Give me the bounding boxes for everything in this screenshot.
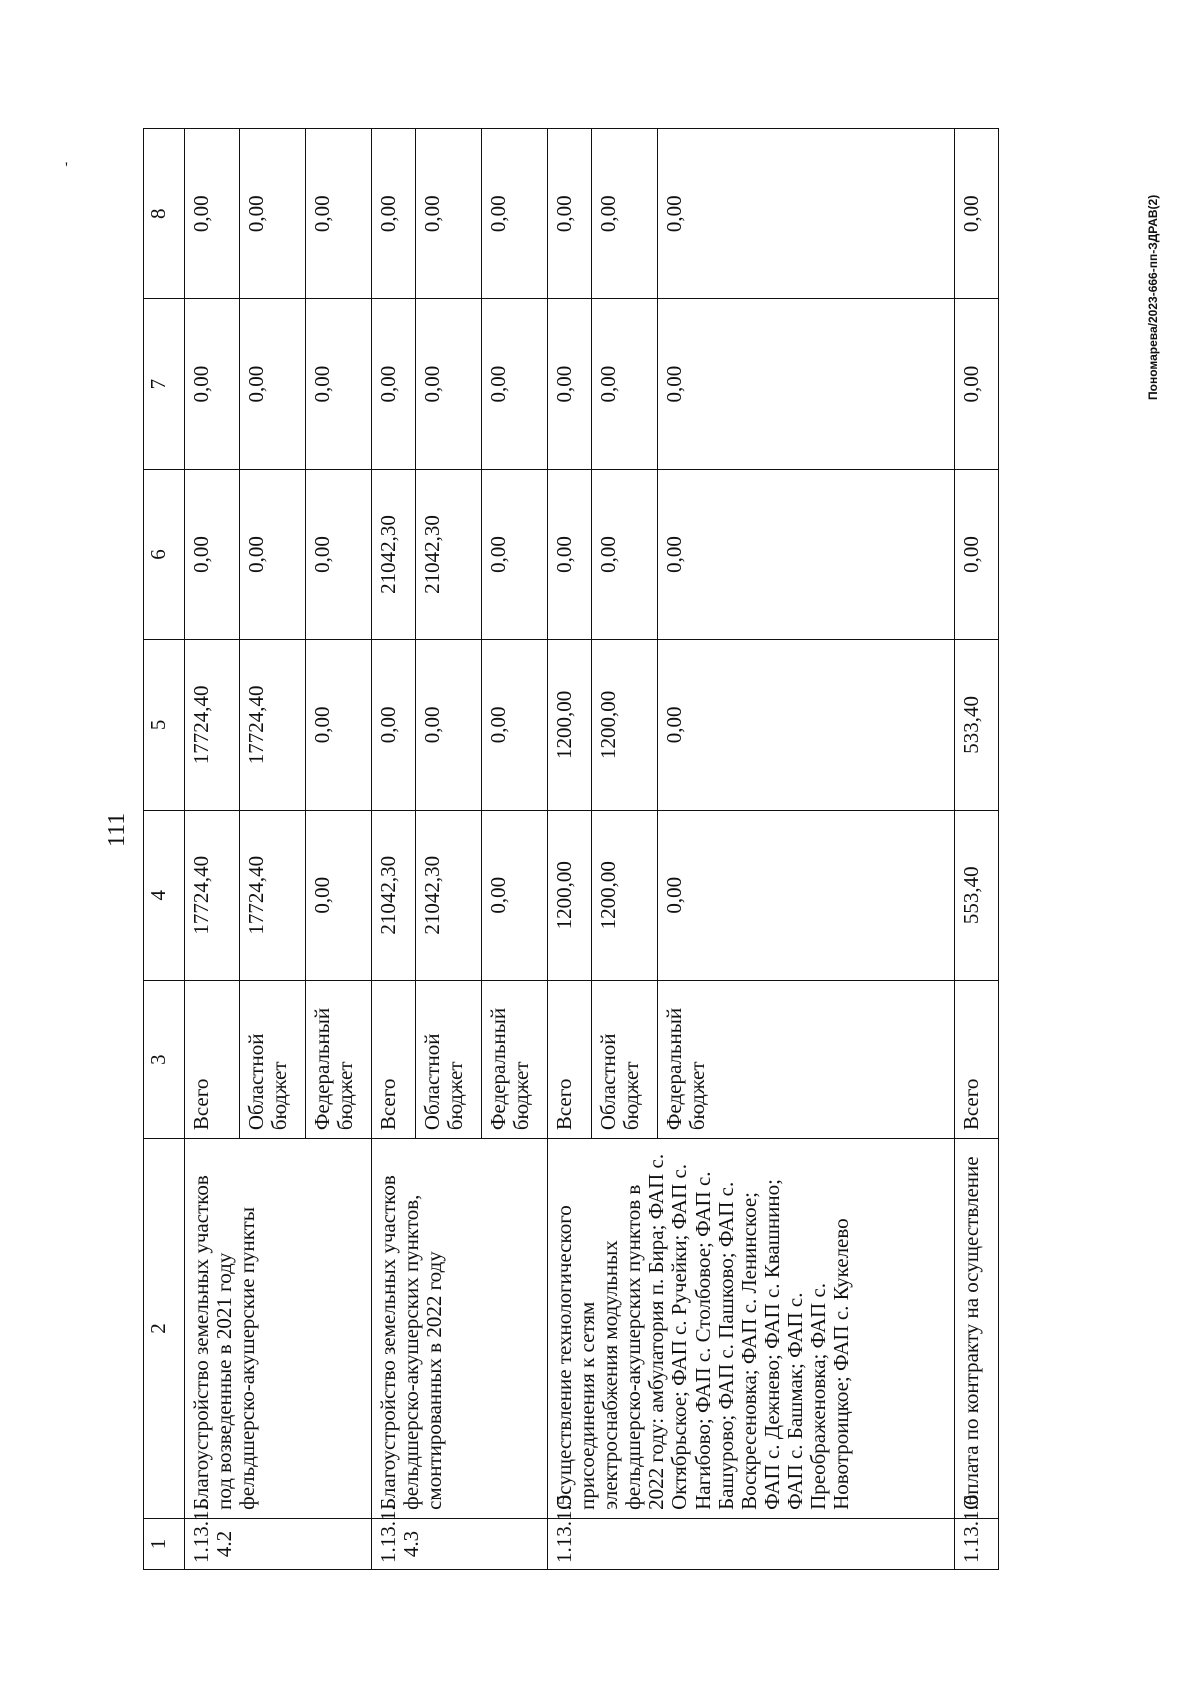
- value-cell: 0,00: [658, 299, 955, 469]
- value-cell: 0,00: [306, 810, 372, 980]
- value-cell: 21042,30: [372, 810, 416, 980]
- row-description: Благоустройство земельных участков фельдшерско-акушерских пунктов, смонтированных в 2022 году: [372, 1139, 548, 1519]
- value-cell: 0,00: [592, 469, 658, 639]
- table-row: [548, 129, 592, 1570]
- source-label: Областной бюджет: [592, 980, 658, 1138]
- col-header-5: 5: [144, 640, 185, 810]
- value-cell: 0,00: [548, 469, 592, 639]
- value-cell: 1200,00: [548, 810, 592, 980]
- value-cell: 0,00: [185, 129, 240, 299]
- budget-table: [143, 128, 999, 1570]
- value-cell: 0,00: [955, 129, 999, 299]
- source-label: Федеральный бюджет: [658, 980, 955, 1138]
- header-row: [144, 129, 185, 1570]
- row-id: 1.13.1. 4.3: [372, 1518, 548, 1569]
- value-cell: 0,00: [482, 810, 548, 980]
- source-label: Федеральный бюджет: [306, 980, 372, 1138]
- source-label: Областной бюджет: [416, 980, 482, 1138]
- value-cell: 0,00: [592, 129, 658, 299]
- value-cell: 0,00: [658, 469, 955, 639]
- value-cell: 1200,00: [548, 640, 592, 810]
- value-cell: 0,00: [240, 469, 306, 639]
- value-cell: 0,00: [482, 129, 548, 299]
- source-label: Всего: [548, 980, 592, 1138]
- value-cell: 17724,40: [240, 640, 306, 810]
- col-header-1: 1: [144, 1518, 185, 1569]
- value-cell: 21042,30: [372, 469, 416, 639]
- row-description: Благоустройство земельных участков под возведенные в 2021 году фельдшерско-акушерские пункты: [185, 1139, 372, 1519]
- value-cell: 0,00: [482, 640, 548, 810]
- value-cell: 17724,40: [185, 810, 240, 980]
- source-label: Всего: [372, 980, 416, 1138]
- value-cell: 0,00: [592, 299, 658, 469]
- value-cell: 0,00: [306, 640, 372, 810]
- value-cell: 0,00: [240, 129, 306, 299]
- row-id: 1.13.1. 4.2: [185, 1518, 372, 1569]
- value-cell: 0,00: [548, 129, 592, 299]
- value-cell: 17724,40: [240, 810, 306, 980]
- row-id: 1.13.1.5: [548, 1518, 955, 1569]
- source-label: Всего: [185, 980, 240, 1138]
- value-cell: 1200,00: [592, 640, 658, 810]
- value-cell: 21042,30: [416, 469, 482, 639]
- col-header-8: 8: [144, 129, 185, 299]
- value-cell: 0,00: [482, 469, 548, 639]
- value-cell: 0,00: [185, 469, 240, 639]
- value-cell: 0,00: [372, 299, 416, 469]
- value-cell: 0,00: [658, 129, 955, 299]
- row-description: Оплата по контракту на осуществление: [955, 1139, 999, 1519]
- row-id: 1.13.1.6: [955, 1518, 999, 1569]
- value-cell: 0,00: [372, 640, 416, 810]
- value-cell: 0,00: [955, 469, 999, 639]
- value-cell: 17724,40: [185, 640, 240, 810]
- col-header-7: 7: [144, 299, 185, 469]
- value-cell: 21042,30: [416, 810, 482, 980]
- page-number: 111: [104, 812, 130, 847]
- value-cell: 533,40: [955, 640, 999, 810]
- value-cell: 0,00: [658, 640, 955, 810]
- source-label: Областной бюджет: [240, 980, 306, 1138]
- col-header-3: 3: [144, 980, 185, 1138]
- source-label: Всего: [955, 980, 999, 1138]
- document-code: Пономарева/2023-666-пп-ЗДРАВ(2): [1146, 194, 1160, 400]
- table-row: [372, 129, 416, 1570]
- source-label: Федеральный бюджет: [482, 980, 548, 1138]
- table-row: [185, 129, 240, 1570]
- value-cell: 0,00: [416, 129, 482, 299]
- value-cell: 0,00: [240, 299, 306, 469]
- row-description: Осуществление технологического присоединения к сетям электроснабжения модульных фельдшерско-акушерских пунктов в 2022 году: амбулатория п. Бира; ФАП с. Октябрьское; ФАП с. Ручейки; ФАП с. Нагибово; ФАП с. Столбовое; ФАП с. Башурово; ФАП с. Пашково; ФАП с. Воскресеновка; ФАП с. Ленинское; ФАП с. Дежнево; ФАП с. Квашнино; ФАП с. Башмак; ФАП с. Преображеновка; ФАП с. Новотроицкое; ФАП с. Кукелево: [548, 1139, 955, 1519]
- value-cell: 0,00: [955, 299, 999, 469]
- scan-speck: ': [65, 160, 68, 177]
- value-cell: 0,00: [306, 129, 372, 299]
- value-cell: 0,00: [306, 469, 372, 639]
- value-cell: 0,00: [416, 640, 482, 810]
- table-row: [955, 129, 999, 1570]
- value-cell: 1200,00: [592, 810, 658, 980]
- value-cell: 0,00: [548, 299, 592, 469]
- value-cell: 553,40: [955, 810, 999, 980]
- rotated-table-container: [143, 128, 1058, 1570]
- col-header-4: 4: [144, 810, 185, 980]
- value-cell: 0,00: [306, 299, 372, 469]
- col-header-2: 2: [144, 1139, 185, 1519]
- value-cell: 0,00: [416, 299, 482, 469]
- col-header-6: 6: [144, 469, 185, 639]
- value-cell: 0,00: [185, 299, 240, 469]
- value-cell: 0,00: [658, 810, 955, 980]
- value-cell: 0,00: [372, 129, 416, 299]
- value-cell: 0,00: [482, 299, 548, 469]
